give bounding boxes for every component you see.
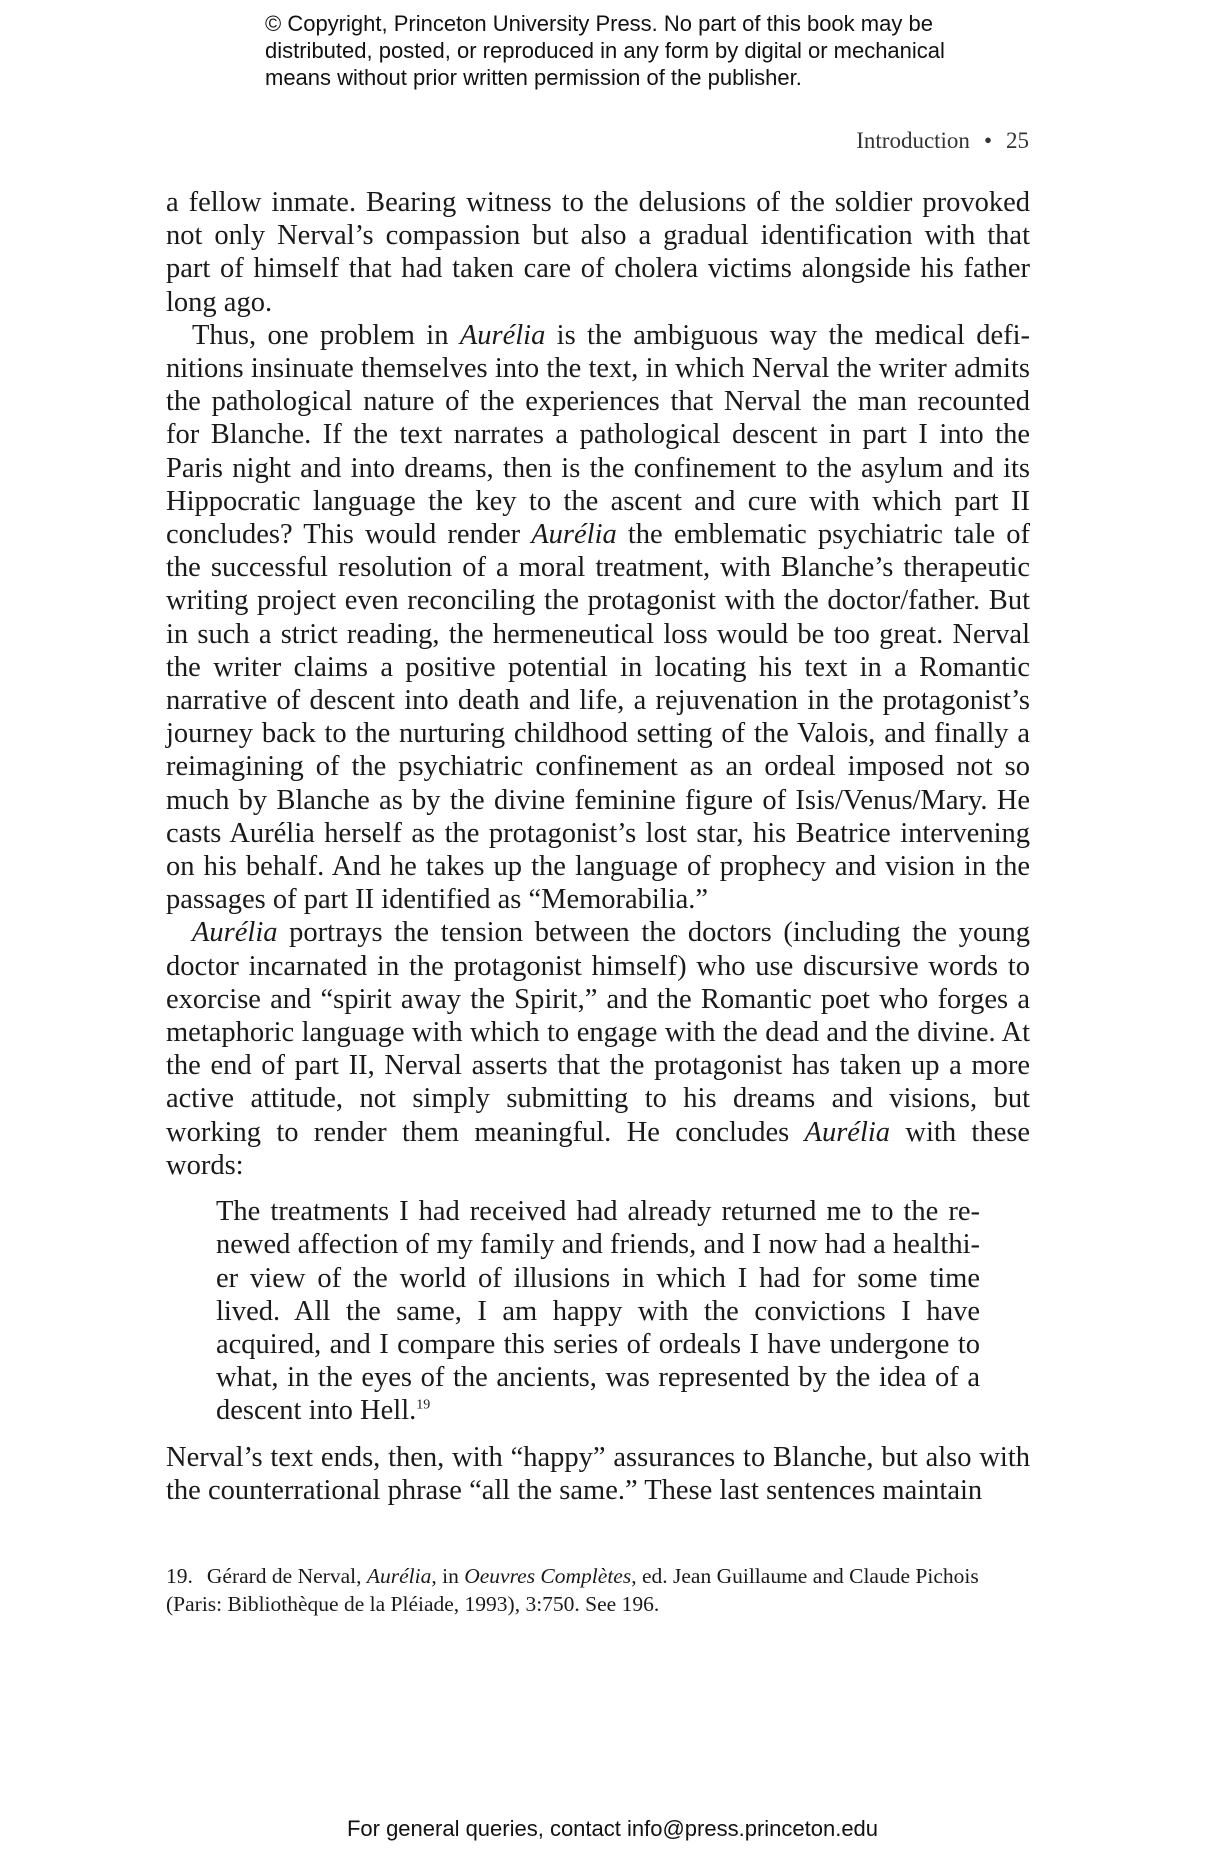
- page-number: 25: [1006, 128, 1029, 153]
- paragraph-3-text-a: portrays the tension between the doctors (including the young doctor incarnated in the protagonist himself) who use discursive words to exorcise and “spirit away the Spirit,” and the Romantic poet who forges a metaphoric language with which to engage with the dead and the divine. At the end of part II, Nerval asserts that the protagonist has taken up a more active attitude, not simply submitting to his dreams and visions, but working to render them meaningful. He concludes: [166, 917, 1030, 1148]
- paragraph-3-title-1: Aurélia: [192, 917, 278, 949]
- running-head-section: Introduction: [856, 128, 970, 153]
- footnote: [166, 1562, 1030, 1618]
- footer-contact: For general queries, contact info@press.princeton.edu: [346, 1816, 879, 1841]
- footnote-reference[interactable]: 19: [416, 1397, 431, 1413]
- footnote-title-2: Oeuvres Complètes: [464, 1564, 632, 1588]
- paragraph-2-text-b: is the ambiguous way the medical definitions insinuate themselves into the text, in which Nerval the writer admits the pathological nature of the experiences that Nerval the man recounted for Blanche. If the text narrates a pathological descent in part I into the Paris night and into dreams, then is the confinement to the asylum and its Hippocratic language the key to the ascent and cure with which part II concludes? This would render: [166, 319, 1030, 551]
- block-quote-text: The treatments I had received had already returned me to the renewed affection of my family and friends, and I now had a healthier view of the world of illusions in which I had for some time lived. All the same, I am happy with the convictions I have acquired, and I compare this series of ordeals I have undergone to what, in the eyes of the ancients, was represented by the idea of a descent into Hell.: [216, 1196, 980, 1427]
- paragraph-2-title-2: Aurélia: [531, 519, 617, 551]
- paragraph-3-title-2: Aurélia: [804, 1116, 891, 1148]
- footnote-text-b: , in: [431, 1564, 465, 1588]
- body-text: [166, 186, 1030, 1507]
- paragraph-2-title-1: Aurélia: [459, 319, 546, 351]
- copyright-notice: © Copyright, Princeton University Press. No part of this book may be distributed, posted, or reproduced in any form by digital or mechanical means without prior written permission of the publisher.: [265, 11, 945, 90]
- running-head: [856, 128, 1029, 154]
- footnote-title-1: Aurélia: [366, 1564, 432, 1588]
- block-quote: [216, 1195, 980, 1427]
- paragraph-2: [166, 319, 1030, 917]
- footnote-text-c: , ed. Jean Guillaume and Claude Pichois (Paris: Bibliothèque de la Pléiade, 1993), 3:750. See 196.: [166, 1564, 979, 1616]
- paragraph-3: [166, 916, 1030, 1182]
- paragraph-3-text-b: with these words:: [166, 1116, 1030, 1181]
- paragraph-4: Nerval’s text ends, then, with “happy” assurances to Blanche, but also with the counterrational phrase “all the same.” These last sentences maintain: [166, 1441, 1030, 1506]
- paragraph-1: a fellow inmate. Bearing witness to the delusions of the soldier provoked not only Nerval’s compassion but also a gradual identification with that part of himself that had taken care of cholera victims alongside his father long ago.: [166, 187, 1030, 318]
- footnote-number: 19.: [166, 1564, 193, 1588]
- running-head-separator: •: [983, 128, 992, 153]
- paragraph-2-text-a: Thus, one problem in: [192, 319, 460, 351]
- paragraph-2-text-c: the emblematic psychiatric tale of the successful resolution of a moral treatment, with Blanche’s therapeutic writing project even reconciling the protagonist with the doctor/father. But in such a strict reading, the hermeneutical loss would be too great. Nerval the writer claims a positive potential in locating his text in a Romantic narrative of descent into death and life, a rejuvenation in the protagonist’s journey back to the nurturing childhood setting of the Valois, and finally a reimagining of the psychiatric confinement as an ordeal imposed not so much by Blanche as by the divine feminine figure of Isis/Venus/Mary. He casts Aurélia herself as the protagonist’s lost star, his Beatrice intervening on his behalf. And he takes up the language of prophecy and vision in the passages of part II identified as “Memorabilia.”: [166, 519, 1031, 916]
- footnote-text-a: Gérard de Nerval,: [206, 1564, 367, 1588]
